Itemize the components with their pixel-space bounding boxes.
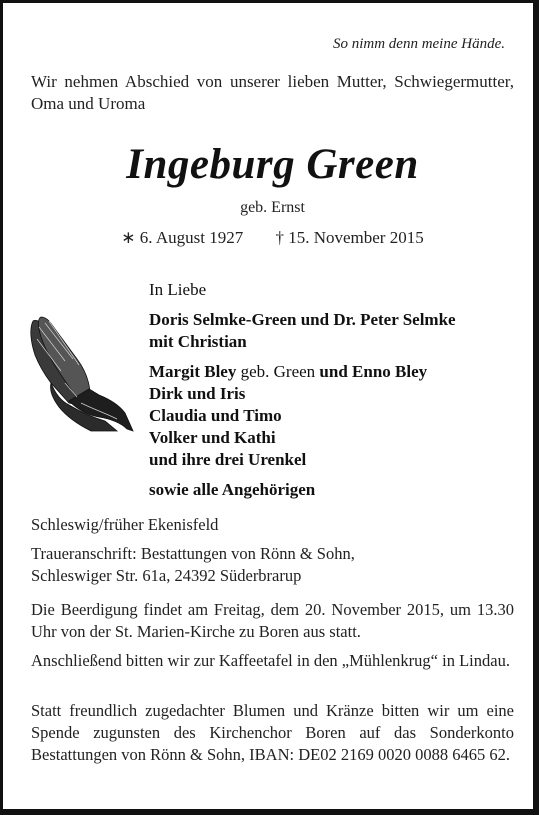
coffee-text: Anschließend bitten wir zur Kaffeetafel in den „Mühlenkrug“ in Lindau. — [31, 651, 510, 670]
mourner-line: Volker und Kathi — [149, 428, 276, 447]
life-dates — [3, 228, 539, 248]
mourner-line: Claudia und Timo — [149, 406, 282, 425]
praying-hands-icon — [21, 313, 136, 433]
mourner-name: Margit Bley — [149, 362, 237, 381]
mourning-address — [31, 543, 514, 587]
deceased-name: Ingeburg Green — [126, 141, 419, 188]
mourner-line: mit Christian — [149, 332, 247, 351]
funeral-text: Die Beerdigung findet am Freitag, dem 20. November 2015, um 13.30 Uhr von der St. Marien-Kirche zu Boren aus statt. — [31, 600, 514, 641]
intro-text: Wir nehmen Abschied von unserer lieben Mutter, Schwiegermutter, Oma und Uroma — [31, 72, 514, 113]
place-text: Schleswig/früher Ekenisfeld — [31, 515, 219, 534]
mourner-line: sowie alle Angehörigen — [149, 480, 316, 499]
mourner-line: Doris Selmke-Green und Dr. Peter Selmke — [149, 310, 456, 329]
mourner-partner: und Enno Bley — [319, 362, 428, 381]
death-date: † 15. November 2015 — [275, 228, 424, 247]
maiden-name: geb. Ernst — [240, 199, 305, 216]
birth-date: ∗ 6. August 1927 — [121, 228, 244, 247]
mourners-list — [149, 279, 524, 501]
donation-text: Statt freundlich zugedachter Blumen und Kränze bitten wir um eine Spende zugunsten des Kirchenchor Boren auf das Sonderkonto Bestattungen von Rönn & Sohn, IBAN: DE02 2169 0020 0088 6465 62. — [31, 701, 514, 764]
mourner-line — [149, 361, 524, 383]
in-love-text: In Liebe — [149, 280, 207, 299]
mourner-maiden: geb. Green — [236, 362, 320, 381]
address-line: Schleswiger Str. 61a, 24392 Süderbrarup — [31, 566, 302, 585]
mourner-line: Dirk und Iris — [149, 384, 246, 403]
address-line: Traueranschrift: Bestattungen von Rönn & Sohn, — [31, 544, 355, 563]
motto: So nimm denn meine Hände. — [332, 36, 505, 52]
mourner-line: und ihre drei Urenkel — [149, 450, 307, 469]
